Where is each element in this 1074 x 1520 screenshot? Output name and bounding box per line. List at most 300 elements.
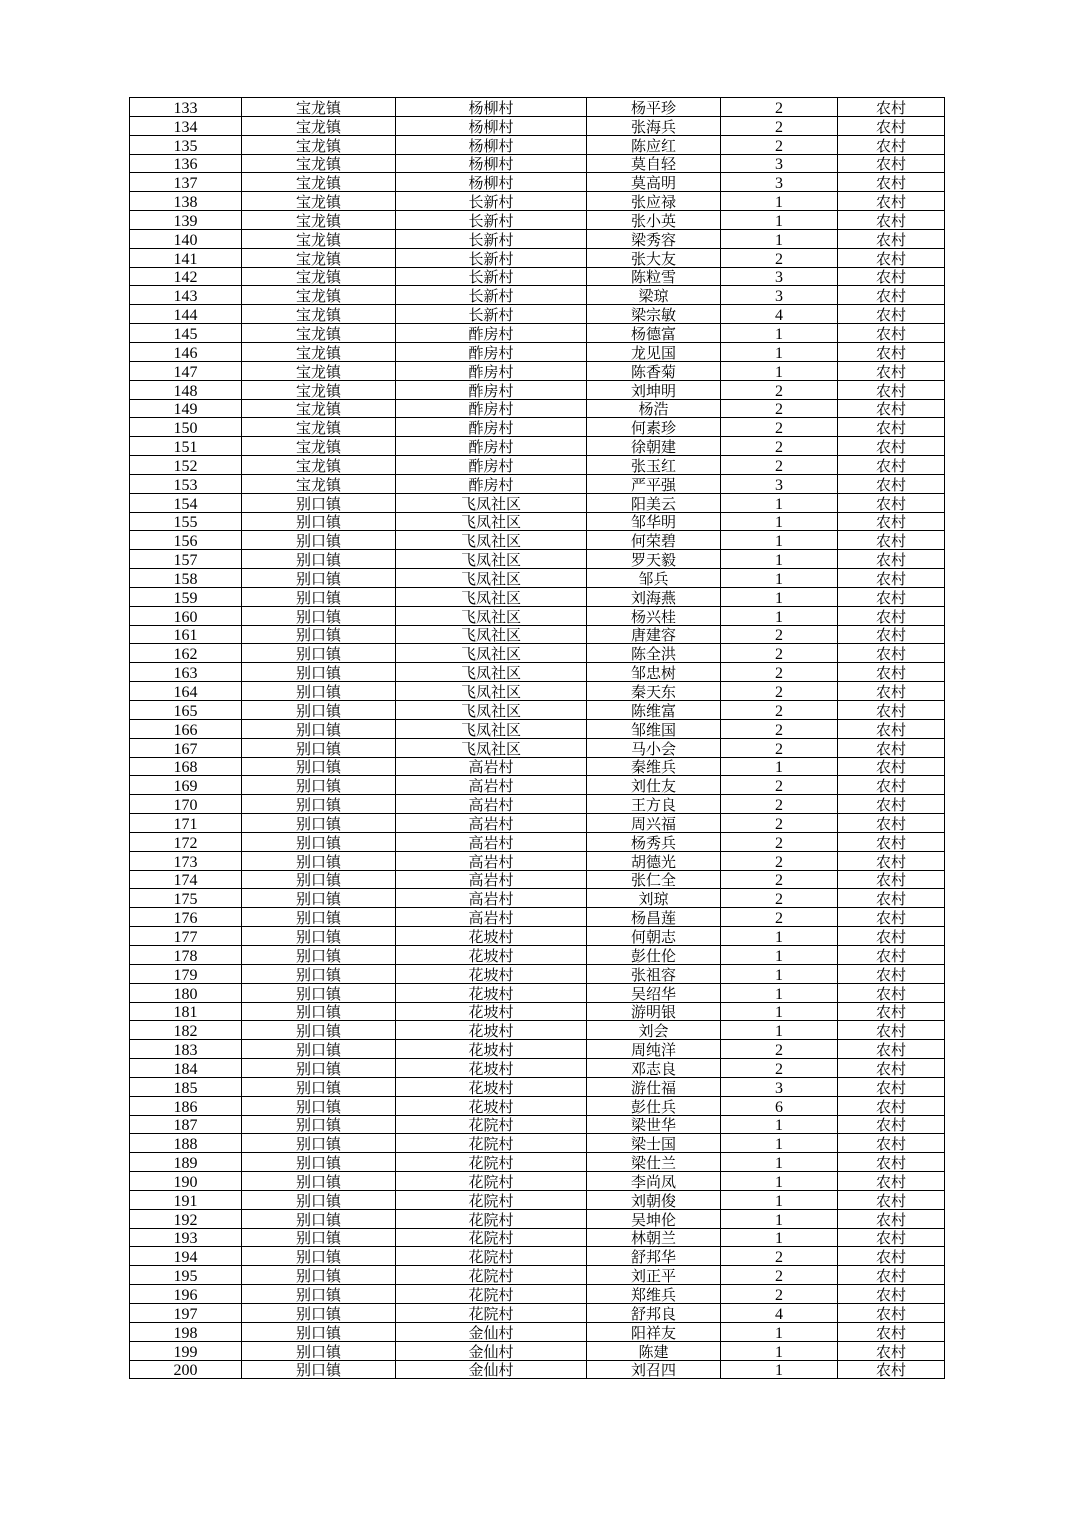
row-number: 183: [130, 1040, 242, 1059]
row-number: 168: [130, 757, 242, 776]
row-number: 133: [130, 98, 242, 117]
table-row: [130, 154, 945, 173]
area-type-cell: 农村: [838, 456, 945, 475]
town-cell: 宝龙镇: [242, 305, 396, 324]
town-cell: 宝龙镇: [242, 135, 396, 154]
household-size-cell: 1: [721, 587, 838, 606]
area-type-cell: 农村: [838, 927, 945, 946]
town-cell: 别口镇: [242, 1059, 396, 1078]
area-type-cell: 农村: [838, 531, 945, 550]
table-row: [130, 1059, 945, 1078]
household-size-cell: 2: [721, 135, 838, 154]
table-row: [130, 644, 945, 663]
household-size-cell: 1: [721, 512, 838, 531]
village-cell: 长新村: [396, 305, 587, 324]
household-size-cell: 2: [721, 116, 838, 135]
area-type-cell: 农村: [838, 173, 945, 192]
town-cell: 别口镇: [242, 776, 396, 795]
village-cell: 飞凤社区: [396, 644, 587, 663]
household-size-cell: 1: [721, 569, 838, 588]
table-row: [130, 625, 945, 644]
name-cell: 罗天毅: [587, 550, 721, 569]
area-type-cell: 农村: [838, 1021, 945, 1040]
row-number: 149: [130, 399, 242, 418]
table-row: [130, 569, 945, 588]
area-type-cell: 农村: [838, 1115, 945, 1134]
town-cell: 别口镇: [242, 738, 396, 757]
name-cell: 刘召四: [587, 1360, 721, 1379]
area-type-cell: 农村: [838, 1209, 945, 1228]
name-cell: 邹维国: [587, 719, 721, 738]
row-number: 152: [130, 456, 242, 475]
town-cell: 别口镇: [242, 927, 396, 946]
village-cell: 飞凤社区: [396, 587, 587, 606]
row-number: 197: [130, 1304, 242, 1323]
name-cell: 郑维兵: [587, 1285, 721, 1304]
village-cell: 花院村: [396, 1228, 587, 1247]
name-cell: 游明银: [587, 1002, 721, 1021]
name-cell: 梁宗敏: [587, 305, 721, 324]
table-row: [130, 908, 945, 927]
village-cell: 飞凤社区: [396, 719, 587, 738]
household-size-cell: 3: [721, 474, 838, 493]
name-cell: 梁秀容: [587, 229, 721, 248]
village-cell: 花坡村: [396, 1077, 587, 1096]
table-row: [130, 663, 945, 682]
town-cell: 别口镇: [242, 983, 396, 1002]
row-number: 136: [130, 154, 242, 173]
area-type-cell: 农村: [838, 1172, 945, 1191]
name-cell: 刘会: [587, 1021, 721, 1040]
area-type-cell: 农村: [838, 682, 945, 701]
village-cell: 花坡村: [396, 1096, 587, 1115]
town-cell: 别口镇: [242, 1266, 396, 1285]
household-size-cell: 6: [721, 1096, 838, 1115]
row-number: 167: [130, 738, 242, 757]
table-row: [130, 98, 945, 117]
town-cell: 宝龙镇: [242, 116, 396, 135]
area-type-cell: 农村: [838, 1059, 945, 1078]
village-cell: 花院村: [396, 1153, 587, 1172]
name-cell: 陈香菊: [587, 361, 721, 380]
household-size-cell: 3: [721, 173, 838, 192]
row-number: 157: [130, 550, 242, 569]
town-cell: 别口镇: [242, 1134, 396, 1153]
town-cell: 别口镇: [242, 1360, 396, 1379]
name-cell: 梁仕兰: [587, 1153, 721, 1172]
town-cell: 别口镇: [242, 644, 396, 663]
name-cell: 刘琼: [587, 889, 721, 908]
row-number: 191: [130, 1190, 242, 1209]
row-number: 150: [130, 418, 242, 437]
row-number: 148: [130, 380, 242, 399]
village-cell: 飞凤社区: [396, 738, 587, 757]
row-number: 159: [130, 587, 242, 606]
row-number: 142: [130, 267, 242, 286]
row-number: 165: [130, 701, 242, 720]
town-cell: 别口镇: [242, 795, 396, 814]
table-body: [130, 98, 945, 1379]
table-row: [130, 795, 945, 814]
name-cell: 杨浩: [587, 399, 721, 418]
village-cell: 金仙村: [396, 1322, 587, 1341]
table-row: [130, 474, 945, 493]
table-row: [130, 361, 945, 380]
town-cell: 宝龙镇: [242, 154, 396, 173]
name-cell: 莫自轻: [587, 154, 721, 173]
row-number: 173: [130, 851, 242, 870]
row-number: 161: [130, 625, 242, 644]
name-cell: 严平强: [587, 474, 721, 493]
household-size-cell: 1: [721, 493, 838, 512]
row-number: 146: [130, 342, 242, 361]
name-cell: 张海兵: [587, 116, 721, 135]
village-cell: 高岩村: [396, 908, 587, 927]
village-cell: 杨柳村: [396, 135, 587, 154]
name-cell: 周兴福: [587, 814, 721, 833]
row-number: 192: [130, 1209, 242, 1228]
household-size-cell: 2: [721, 418, 838, 437]
table-row: [130, 229, 945, 248]
table-row: [130, 587, 945, 606]
name-cell: 刘坤明: [587, 380, 721, 399]
name-cell: 邹忠树: [587, 663, 721, 682]
table-row: [130, 1115, 945, 1134]
town-cell: 别口镇: [242, 1228, 396, 1247]
household-size-cell: 1: [721, 211, 838, 230]
town-cell: 别口镇: [242, 1077, 396, 1096]
village-cell: 酢房村: [396, 456, 587, 475]
area-type-cell: 农村: [838, 889, 945, 908]
village-cell: 酢房村: [396, 324, 587, 343]
village-cell: 花院村: [396, 1134, 587, 1153]
name-cell: 林朝兰: [587, 1228, 721, 1247]
table-row: [130, 1096, 945, 1115]
area-type-cell: 农村: [838, 1190, 945, 1209]
village-cell: 杨柳村: [396, 154, 587, 173]
table-row: [130, 550, 945, 569]
name-cell: 舒邦良: [587, 1304, 721, 1323]
table-row: [130, 1153, 945, 1172]
household-size-cell: 2: [721, 248, 838, 267]
village-cell: 飞凤社区: [396, 531, 587, 550]
name-cell: 吴坤伦: [587, 1209, 721, 1228]
household-size-cell: 1: [721, 192, 838, 211]
village-cell: 杨柳村: [396, 116, 587, 135]
table-row: [130, 719, 945, 738]
town-cell: 别口镇: [242, 701, 396, 720]
area-type-cell: 农村: [838, 116, 945, 135]
household-size-cell: 1: [721, 1341, 838, 1360]
town-cell: 别口镇: [242, 908, 396, 927]
village-cell: 飞凤社区: [396, 606, 587, 625]
row-number: 190: [130, 1172, 242, 1191]
row-number: 181: [130, 1002, 242, 1021]
town-cell: 宝龙镇: [242, 248, 396, 267]
household-size-cell: 1: [721, 964, 838, 983]
town-cell: 宝龙镇: [242, 437, 396, 456]
name-cell: 彭仕兵: [587, 1096, 721, 1115]
table-row: [130, 116, 945, 135]
town-cell: 别口镇: [242, 964, 396, 983]
row-number: 151: [130, 437, 242, 456]
town-cell: 别口镇: [242, 1002, 396, 1021]
row-number: 163: [130, 663, 242, 682]
household-size-cell: 4: [721, 305, 838, 324]
table-row: [130, 1360, 945, 1379]
village-cell: 花院村: [396, 1304, 587, 1323]
table-row: [130, 1021, 945, 1040]
area-type-cell: 农村: [838, 361, 945, 380]
table-row: [130, 776, 945, 795]
town-cell: 宝龙镇: [242, 286, 396, 305]
table-row: [130, 1247, 945, 1266]
town-cell: 宝龙镇: [242, 98, 396, 117]
row-number: 170: [130, 795, 242, 814]
area-type-cell: 农村: [838, 1002, 945, 1021]
table-row: [130, 305, 945, 324]
town-cell: 别口镇: [242, 1247, 396, 1266]
table-row: [130, 701, 945, 720]
household-size-cell: 1: [721, 1172, 838, 1191]
village-cell: 花坡村: [396, 983, 587, 1002]
table-row: [130, 964, 945, 983]
household-size-cell: 1: [721, 1115, 838, 1134]
area-type-cell: 农村: [838, 1040, 945, 1059]
table-row: [130, 192, 945, 211]
area-type-cell: 农村: [838, 1360, 945, 1379]
row-number: 194: [130, 1247, 242, 1266]
table-row: [130, 380, 945, 399]
area-type-cell: 农村: [838, 135, 945, 154]
village-cell: 长新村: [396, 229, 587, 248]
village-cell: 酢房村: [396, 437, 587, 456]
area-type-cell: 农村: [838, 474, 945, 493]
table-row: [130, 418, 945, 437]
household-size-cell: 2: [721, 1266, 838, 1285]
village-cell: 花坡村: [396, 1021, 587, 1040]
area-type-cell: 农村: [838, 701, 945, 720]
town-cell: 宝龙镇: [242, 361, 396, 380]
village-cell: 长新村: [396, 192, 587, 211]
area-type-cell: 农村: [838, 870, 945, 889]
table-row: [130, 682, 945, 701]
name-cell: 杨秀兵: [587, 832, 721, 851]
name-cell: 吴绍华: [587, 983, 721, 1002]
name-cell: 刘海燕: [587, 587, 721, 606]
town-cell: 别口镇: [242, 550, 396, 569]
row-number: 178: [130, 945, 242, 964]
name-cell: 龙见国: [587, 342, 721, 361]
area-type-cell: 农村: [838, 719, 945, 738]
name-cell: 张祖容: [587, 964, 721, 983]
area-type-cell: 农村: [838, 1322, 945, 1341]
name-cell: 杨昌莲: [587, 908, 721, 927]
town-cell: 别口镇: [242, 512, 396, 531]
village-cell: 酢房村: [396, 399, 587, 418]
village-cell: 飞凤社区: [396, 701, 587, 720]
area-type-cell: 农村: [838, 606, 945, 625]
area-type-cell: 农村: [838, 229, 945, 248]
name-cell: 何朝志: [587, 927, 721, 946]
row-number: 162: [130, 644, 242, 663]
area-type-cell: 农村: [838, 964, 945, 983]
household-size-cell: 1: [721, 1322, 838, 1341]
town-cell: 宝龙镇: [242, 399, 396, 418]
household-size-cell: 3: [721, 154, 838, 173]
village-cell: 花院村: [396, 1115, 587, 1134]
area-type-cell: 农村: [838, 1228, 945, 1247]
row-number: 155: [130, 512, 242, 531]
town-cell: 别口镇: [242, 682, 396, 701]
name-cell: 周纯洋: [587, 1040, 721, 1059]
row-number: 180: [130, 983, 242, 1002]
name-cell: 张小英: [587, 211, 721, 230]
household-size-cell: 3: [721, 1077, 838, 1096]
table-row: [130, 1322, 945, 1341]
table-row: [130, 324, 945, 343]
household-size-cell: 3: [721, 286, 838, 305]
row-number: 140: [130, 229, 242, 248]
household-size-cell: 1: [721, 361, 838, 380]
row-number: 172: [130, 832, 242, 851]
village-cell: 飞凤社区: [396, 569, 587, 588]
table-row: [130, 1002, 945, 1021]
table-row: [130, 945, 945, 964]
name-cell: 张玉红: [587, 456, 721, 475]
name-cell: 舒邦华: [587, 1247, 721, 1266]
area-type-cell: 农村: [838, 908, 945, 927]
row-number: 195: [130, 1266, 242, 1285]
town-cell: 别口镇: [242, 606, 396, 625]
village-cell: 花坡村: [396, 1040, 587, 1059]
area-type-cell: 农村: [838, 286, 945, 305]
area-type-cell: 农村: [838, 248, 945, 267]
name-cell: 梁世华: [587, 1115, 721, 1134]
town-cell: 别口镇: [242, 1115, 396, 1134]
table-row: [130, 211, 945, 230]
row-number: 160: [130, 606, 242, 625]
row-number: 143: [130, 286, 242, 305]
name-cell: 杨平珍: [587, 98, 721, 117]
household-size-cell: 1: [721, 229, 838, 248]
table-row: [130, 456, 945, 475]
household-size-cell: 2: [721, 456, 838, 475]
area-type-cell: 农村: [838, 1077, 945, 1096]
area-type-cell: 农村: [838, 305, 945, 324]
town-cell: 宝龙镇: [242, 173, 396, 192]
town-cell: 别口镇: [242, 889, 396, 908]
row-number: 139: [130, 211, 242, 230]
village-cell: 飞凤社区: [396, 493, 587, 512]
household-size-cell: 2: [721, 663, 838, 682]
household-size-cell: 2: [721, 1285, 838, 1304]
household-size-cell: 2: [721, 870, 838, 889]
name-cell: 李尚凤: [587, 1172, 721, 1191]
row-number: 171: [130, 814, 242, 833]
area-type-cell: 农村: [838, 324, 945, 343]
table-row: [130, 248, 945, 267]
table-row: [130, 1172, 945, 1191]
name-cell: 秦天东: [587, 682, 721, 701]
area-type-cell: 农村: [838, 587, 945, 606]
table-row: [130, 1190, 945, 1209]
household-size-cell: 2: [721, 380, 838, 399]
town-cell: 别口镇: [242, 945, 396, 964]
town-cell: 别口镇: [242, 1285, 396, 1304]
village-cell: 花坡村: [396, 1002, 587, 1021]
name-cell: 邹兵: [587, 569, 721, 588]
table-row: [130, 135, 945, 154]
village-cell: 高岩村: [396, 870, 587, 889]
name-cell: 马小会: [587, 738, 721, 757]
area-type-cell: 农村: [838, 757, 945, 776]
table-row: [130, 832, 945, 851]
name-cell: 张仁全: [587, 870, 721, 889]
village-cell: 酢房村: [396, 361, 587, 380]
village-cell: 高岩村: [396, 832, 587, 851]
village-cell: 花院村: [396, 1285, 587, 1304]
table-row: [130, 927, 945, 946]
household-size-cell: 2: [721, 814, 838, 833]
name-cell: 阳美云: [587, 493, 721, 512]
row-number: 200: [130, 1360, 242, 1379]
town-cell: 别口镇: [242, 870, 396, 889]
household-size-cell: 2: [721, 832, 838, 851]
name-cell: 游仕福: [587, 1077, 721, 1096]
table-row: [130, 1228, 945, 1247]
area-type-cell: 农村: [838, 154, 945, 173]
table-row: [130, 1266, 945, 1285]
town-cell: 别口镇: [242, 531, 396, 550]
village-cell: 杨柳村: [396, 98, 587, 117]
row-number: 135: [130, 135, 242, 154]
household-table: [129, 97, 945, 1379]
table-row: [130, 1040, 945, 1059]
household-size-cell: 2: [721, 399, 838, 418]
town-cell: 宝龙镇: [242, 324, 396, 343]
table-row: [130, 399, 945, 418]
town-cell: 宝龙镇: [242, 380, 396, 399]
name-cell: 刘仕友: [587, 776, 721, 795]
household-size-cell: 2: [721, 625, 838, 644]
household-size-cell: 1: [721, 757, 838, 776]
household-size-cell: 1: [721, 945, 838, 964]
town-cell: 别口镇: [242, 1304, 396, 1323]
area-type-cell: 农村: [838, 1134, 945, 1153]
household-size-cell: 2: [721, 776, 838, 795]
row-number: 138: [130, 192, 242, 211]
town-cell: 别口镇: [242, 587, 396, 606]
household-size-cell: 1: [721, 983, 838, 1002]
area-type-cell: 农村: [838, 418, 945, 437]
row-number: 196: [130, 1285, 242, 1304]
town-cell: 别口镇: [242, 569, 396, 588]
household-size-cell: 2: [721, 437, 838, 456]
row-number: 156: [130, 531, 242, 550]
name-cell: 邹华明: [587, 512, 721, 531]
village-cell: 高岩村: [396, 795, 587, 814]
town-cell: 宝龙镇: [242, 229, 396, 248]
area-type-cell: 农村: [838, 1153, 945, 1172]
town-cell: 别口镇: [242, 1040, 396, 1059]
household-size-cell: 2: [721, 682, 838, 701]
household-size-cell: 2: [721, 795, 838, 814]
area-type-cell: 农村: [838, 493, 945, 512]
row-number: 179: [130, 964, 242, 983]
row-number: 134: [130, 116, 242, 135]
village-cell: 花院村: [396, 1190, 587, 1209]
